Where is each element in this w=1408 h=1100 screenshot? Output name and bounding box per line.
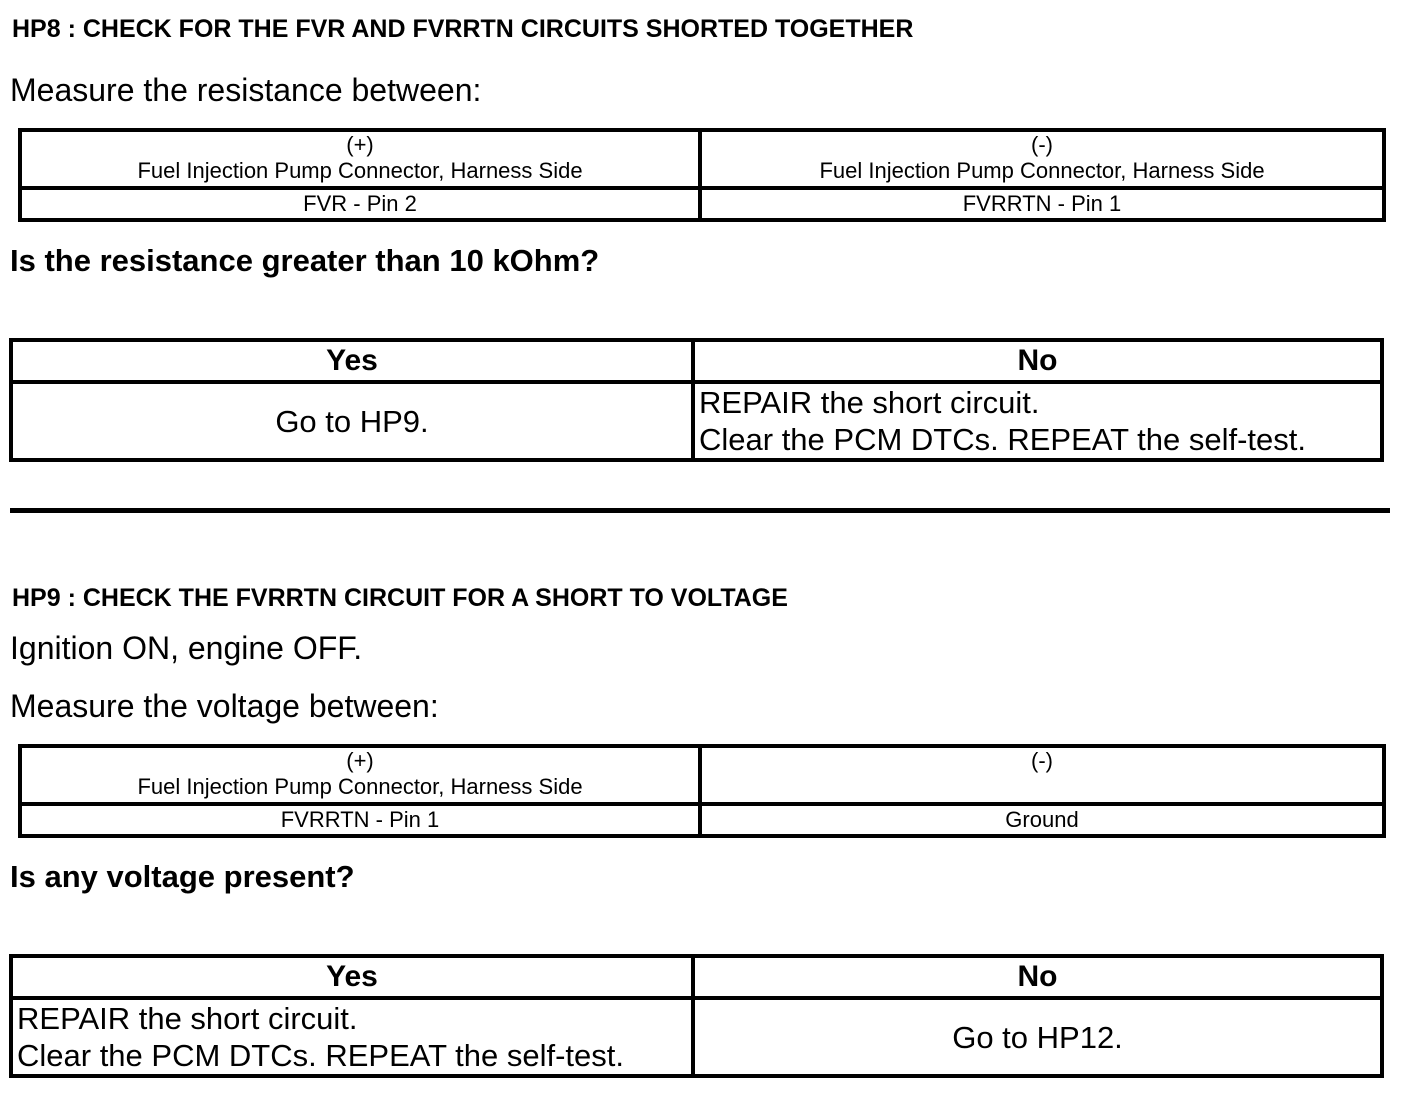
hp8-plus-symbol: (+) (346, 132, 374, 157)
hp8-minus-symbol: (-) (1031, 132, 1053, 157)
hp8-title: HP8 : CHECK FOR THE FVR AND FVRRTN CIRCUITS SHORTED TOGETHER (12, 15, 914, 43)
hp9-yes-action-line2: Clear the PCM DTCs. REPEAT the self-test. (17, 1038, 624, 1073)
hp8-no-action-line2: Clear the PCM DTCs. REPEAT the self-test. (699, 422, 1306, 457)
hp9-plus-header (20, 746, 700, 804)
section-divider (10, 508, 1390, 513)
hp8-yes-action: Go to HP9. (11, 382, 693, 460)
hp8-plus-header (20, 130, 700, 188)
hp9-no-header: No (693, 956, 1382, 998)
hp9-instruction-ignition: Ignition ON, engine OFF. (10, 630, 363, 666)
hp8-measurement-table (18, 128, 1386, 222)
hp9-yes-action-line1: REPAIR the short circuit. (17, 1001, 358, 1036)
hp9-minus-pin: Ground (700, 804, 1384, 836)
hp8-instruction: Measure the resistance between: (10, 72, 482, 108)
hp9-yes-header: Yes (11, 956, 693, 998)
hp9-minus-header (700, 746, 1384, 804)
hp9-question: Is any voltage present? (10, 859, 355, 894)
hp8-minus-label: Fuel Injection Pump Connector, Harness Side (819, 158, 1265, 183)
hp9-decision-table (9, 954, 1384, 1078)
hp9-minus-symbol: (-) (1031, 748, 1053, 773)
hp8-no-header: No (693, 340, 1382, 382)
hp9-measurement-table (18, 744, 1386, 838)
hp9-plus-label: Fuel Injection Pump Connector, Harness Side (137, 774, 583, 799)
hp9-plus-pin: FVRRTN - Pin 1 (20, 804, 700, 836)
hp8-no-action (693, 382, 1382, 460)
hp8-minus-header (700, 130, 1384, 188)
hp8-plus-pin: FVR - Pin 2 (20, 188, 700, 220)
hp9-no-action: Go to HP12. (693, 998, 1382, 1076)
hp9-plus-symbol: (+) (346, 748, 374, 773)
hp8-question: Is the resistance greater than 10 kOhm? (10, 243, 600, 278)
hp8-plus-label: Fuel Injection Pump Connector, Harness Side (137, 158, 583, 183)
hp8-minus-pin: FVRRTN - Pin 1 (700, 188, 1384, 220)
hp9-instruction-measure: Measure the voltage between: (10, 688, 439, 724)
hp9-yes-action (11, 998, 693, 1076)
hp8-yes-header: Yes (11, 340, 693, 382)
hp9-title: HP9 : CHECK THE FVRRTN CIRCUIT FOR A SHORT TO VOLTAGE (12, 584, 788, 612)
hp8-decision-table (9, 338, 1384, 462)
hp8-no-action-line1: REPAIR the short circuit. (699, 385, 1040, 420)
